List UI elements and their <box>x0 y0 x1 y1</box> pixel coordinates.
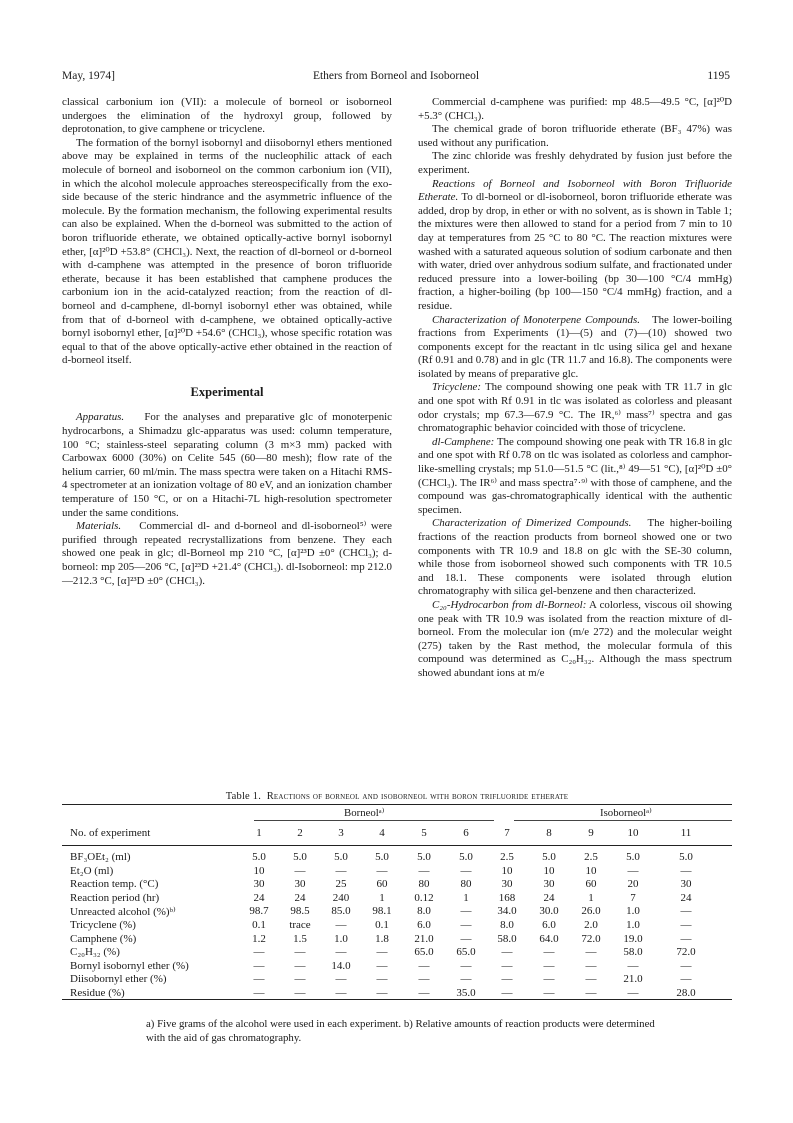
table-cell: 8.0 <box>417 905 431 918</box>
table-cell: — <box>335 919 347 931</box>
table-cell: 1.0 <box>626 905 640 918</box>
table-cell: — <box>585 987 597 999</box>
table-cell: — <box>376 864 388 877</box>
table-cell: — <box>376 973 388 986</box>
table-cell: 168 <box>498 891 516 904</box>
dimerized-paragraph <box>418 517 732 599</box>
table-cell: — <box>680 932 692 945</box>
table-cell: — <box>585 973 597 986</box>
table-footnote: a) Five grams of the alcohol were used in each experiment. b) Relative amounts of reaction products were determined with the aid of gas chromatography. <box>146 1018 655 1044</box>
materials-paragraph <box>62 520 392 588</box>
table-cell: — <box>543 987 555 999</box>
table-cell: 2.5 <box>500 851 514 863</box>
dimerized-text: The higher-boiling fractions of the reaction products from borneol showed one or two components with TR 10.9 and 18.8 on glc with the SE-30 column, while those from isoborneol showed such components with TR 10.5 and 18.1. These components were isolated through elution chromatography with silica gel-benzene and then characterized. <box>418 517 732 598</box>
column-header: 2 <box>297 827 303 839</box>
table-cell: trace <box>289 919 311 931</box>
table-row <box>62 892 732 906</box>
table-cell: 1 <box>379 891 385 904</box>
table-cell: — <box>294 959 306 972</box>
table-cell: 80 <box>418 878 430 891</box>
table-cell: — <box>335 946 347 959</box>
brace-borneol <box>254 820 494 825</box>
apparatus-paragraph <box>62 411 392 520</box>
table-cell: 1.0 <box>334 932 348 945</box>
table-cell: 0.1 <box>375 919 389 931</box>
table-cell: — <box>335 987 347 999</box>
table-cell: 5.0 <box>542 851 556 863</box>
table-top-rule <box>62 804 732 805</box>
table-cell: — <box>253 973 265 986</box>
table-row <box>62 851 732 865</box>
table-cell: 5.0 <box>626 851 640 863</box>
table-cell: 2.0 <box>584 919 598 931</box>
table-cell: — <box>376 987 388 999</box>
table-cell: — <box>335 864 347 877</box>
table-cell: — <box>627 959 639 972</box>
table-header-row <box>62 827 732 841</box>
table-cell: — <box>680 864 692 877</box>
table-cell: 24 <box>543 891 555 904</box>
table-caption-text: Reactions of borneol and isoborneol with boron trifluoride etherate <box>266 791 569 802</box>
table-cell: 6.0 <box>417 919 431 931</box>
table-cell: — <box>460 973 472 986</box>
table-row <box>62 905 732 919</box>
table-cell: — <box>627 864 639 877</box>
table-cell: 30 <box>680 878 692 891</box>
table-cell: — <box>460 864 472 877</box>
header-date: May, 1974] <box>62 70 115 82</box>
right-paragraph-camphene-purified: Commercial d-camphene was purified: mp 48.5—49.5 °C, [α]²⁰D +5.3° (CHCl₃). <box>418 96 732 122</box>
table-header-rule <box>62 845 732 846</box>
monoterpene-text: The lower-boiling fractions from Experiments (1)—(5) and (7)—(10) showed two components except for the reactant in tlc using silica gel and hexane (Rf 0.91 and 0.78) and in glc (TR 11.7 and 16.8). The components were isolated by means of preparative glc. <box>418 313 732 380</box>
table-cell: 5.0 <box>293 851 307 863</box>
table-cell: — <box>460 959 472 972</box>
table-row <box>62 919 732 933</box>
table-cell: 1.2 <box>252 932 266 945</box>
table-cell: 5.0 <box>459 851 473 863</box>
table-cell: 5.0 <box>417 851 431 863</box>
column-header: 7 <box>504 827 510 839</box>
table-cell: 24 <box>294 891 306 904</box>
table-row <box>62 865 732 879</box>
table-bottom-rule <box>62 999 732 1000</box>
table-cell: — <box>460 932 472 945</box>
table-cell: 25 <box>335 878 347 891</box>
column-header: 5 <box>421 827 427 839</box>
table-cell: — <box>460 919 472 931</box>
table-cell: — <box>294 946 306 959</box>
table-cell: 30 <box>294 878 306 891</box>
row-label: Tricyclene (%) <box>70 919 136 931</box>
table-cell: — <box>253 946 265 959</box>
table-row <box>62 973 732 987</box>
column-header: 9 <box>588 827 594 839</box>
table-cell: 80 <box>460 878 472 891</box>
c20-text: A colorless, viscous oil showing one peak with TR 10.9 was isolated from the reaction mixture of dl-borneol. From the molecular ion (m/e 272) and the molecular weight (275) taken by the Rast method, the molecular formula of this compound was determined as C₂₀H₃₂. Although the mass spectrum showed abundant ions at m/e <box>418 598 733 679</box>
monoterpene-label: Characterization of Monoterpene Compounds. <box>432 313 640 326</box>
table-cell: 1 <box>588 891 594 904</box>
table-cell: 19.0 <box>623 932 643 945</box>
table-cell: — <box>294 973 306 986</box>
table-cell: — <box>294 864 306 877</box>
table-cell: — <box>460 905 472 918</box>
c20-label: C₂₀-Hydrocarbon from dl-Borneol: <box>432 598 587 611</box>
table-cell: — <box>543 946 555 959</box>
table-cell: 1.0 <box>626 919 640 931</box>
left-paragraph-2: The formation of the bornyl isobornyl and diisobornyl ethers mentioned above may be explained in terms of the nucleophilic attack of each molecule of borneol and isoborneol on the common carbonium ion (VII), in which the alcohol molecule approaches stereospecifically from the exo-side because of the steric hindrance and the asymmetric influence of the molecule. By the formation mechanism, the following experimental results can also be explained. When the d-borneol was submitted to the action of boron trifluoride etherate, we obtained optically-active bornyl isobornyl ether, [α]²⁰D +53.8° (CHCl₃). Next, the reaction of dl-borneol or d-borneol with d-camphene was attempted in the presence of boron trifluoride etherate, because it has been established that camphene produces the carbonium ion in the acid-catalyzed reaction; from the reaction of dl-borneol and d-camphene, dl-bornyl isobornyl ether was obtained, while from that of d-borneol with d-camphene, we obtained optically-active bornyl isobornyl ether, [α]²⁰D +54.6° (CHCl₃), whose specific rotation was equal to that of the above optically-active ether obtained in the reaction of d-borneol itself. <box>62 136 392 367</box>
table-cell: 6.0 <box>542 919 556 931</box>
left-paragraph-1: classical carbonium ion (VII): a molecule of borneol or isoborneol undergoes the elimination of the hydroxyl group, followed by deprotonation, to give camphene or tricyclene. <box>62 96 392 136</box>
table-cell: — <box>680 959 692 972</box>
table-cell: 58.0 <box>497 932 517 945</box>
column-header: 8 <box>546 827 552 839</box>
table-cell: 64.0 <box>539 932 559 945</box>
table-cell: — <box>418 987 430 999</box>
table-cell: — <box>501 987 513 999</box>
row-label: Unreacted alcohol (%)ᵇ⁾ <box>70 906 176 919</box>
table-cell: — <box>253 959 265 972</box>
table-cell: 2.5 <box>584 851 598 863</box>
brace-isoborneol <box>514 820 732 825</box>
table-cell: — <box>585 959 597 972</box>
table-cell: 34.0 <box>497 905 517 918</box>
monoterpene-paragraph <box>418 314 732 382</box>
group-label-borneol: Borneolᵃ⁾ <box>344 807 385 819</box>
reactions-paragraph <box>418 178 732 314</box>
table-cell: — <box>680 905 692 918</box>
left-column <box>62 96 392 588</box>
table-cell: 5.0 <box>679 851 693 863</box>
table-row <box>62 933 732 947</box>
camphene-paragraph <box>418 436 732 518</box>
table-cell: 10 <box>501 864 513 877</box>
row-label: Reaction temp. (°C) <box>70 878 159 891</box>
dimerized-label: Characterization of Dimerized Compounds. <box>432 517 632 530</box>
column-header: 3 <box>338 827 344 839</box>
row-label: Et₂O (ml) <box>70 864 114 877</box>
table-cell: 65.0 <box>456 946 476 959</box>
table-cell: 0.12 <box>414 891 434 904</box>
right-paragraph-zinc: The zinc chloride was freshly dehydrated by fusion just before the experiment. <box>418 150 732 176</box>
table-cell: 21.0 <box>623 973 643 986</box>
table-cell: 1 <box>463 891 469 904</box>
table-cell: 10 <box>253 864 265 877</box>
reactions-text: To dl-borneol or dl-isoborneol, boron trifluoride etherate was added, drop by drop, in ether or with no solvent, as is shown in Table 1; the mixtures were then allowed to stand for a period from 7 min to 10 day at temperatures from 25 °C to 80 °C. The reaction mixtures were washed with a saturated aqueous solution of sodium carbonate and then with water, dried over anhydrous sodium sulfate, and fractionated under reduced pressure into a lower-boiling (bp 30—100 °C/4 mmHg) fraction, a higher-boiling (bp 100—150 °C/4 mmHg) fraction, and a residue. <box>418 191 732 312</box>
table-row <box>62 878 732 892</box>
table-cell: — <box>680 919 692 931</box>
table-cell: 85.0 <box>331 905 351 918</box>
tricyclene-label: Tricyclene: <box>432 381 481 394</box>
table-cell: 7 <box>630 891 636 904</box>
table-cell: 30.0 <box>539 905 559 918</box>
table-caption-prefix: Table 1. <box>225 791 262 802</box>
row-label: C₂₀H₃₂ (%) <box>70 946 120 959</box>
column-header: 10 <box>627 827 639 839</box>
materials-label: Materials. <box>76 520 122 533</box>
row-label: Reaction period (hr) <box>70 891 160 904</box>
table-cell: 30 <box>543 878 555 891</box>
table-cell: 60 <box>376 878 388 891</box>
table-cell: 98.5 <box>290 905 310 918</box>
table-cell: — <box>501 946 513 959</box>
table-cell: — <box>253 987 265 999</box>
table-cell: 28.0 <box>676 987 696 999</box>
apparatus-label: Apparatus. <box>76 411 125 424</box>
camphene-label: dl-Camphene: <box>432 435 495 448</box>
table-cell: — <box>294 987 306 999</box>
table-cell: — <box>585 946 597 959</box>
table-cell: 0.1 <box>252 919 266 931</box>
table-cell: 98.7 <box>249 905 269 918</box>
table-cell: 20 <box>627 878 639 891</box>
table-cell: 65.0 <box>414 946 434 959</box>
table-cell: 35.0 <box>456 987 476 999</box>
group-label-isoborneol: Isoborneolᵃ⁾ <box>600 807 652 819</box>
running-header <box>62 70 730 86</box>
header-label: No. of experiment <box>70 827 151 839</box>
table-cell: 14.0 <box>331 959 351 972</box>
table-cell: 1.5 <box>293 932 307 945</box>
column-header: 6 <box>463 827 469 839</box>
table-cell: — <box>418 959 430 972</box>
table-cell: — <box>543 959 555 972</box>
table-cell: 58.0 <box>623 946 643 959</box>
table-cell: 72.0 <box>676 946 696 959</box>
row-label: Diisobornyl ether (%) <box>70 973 167 986</box>
table-cell: 21.0 <box>414 932 434 945</box>
column-header: 1 <box>256 827 262 839</box>
table-cell: 24 <box>680 891 692 904</box>
materials-text: Commercial dl- and d-borneol and dl-isoborneol⁵⁾ were purified through repeated recrystallizations from benzene. They each showed one peak in glc; dl-Borneol mp 210 °C, [α]²³D ±0° (CHCl₃); d-borneol: mp 205—206 °C, [α]²³D +21.4° (CHCl₃). dl-Isoborneol: mp 212.0—212.3 °C, [α]²³D ±0° (CHCl₃). <box>62 520 392 587</box>
table-row <box>62 946 732 960</box>
table-cell: 5.0 <box>334 851 348 863</box>
header-title: Ethers from Borneol and Isoborneol <box>312 70 480 82</box>
table-cell: 1.8 <box>375 932 389 945</box>
table-cell: — <box>501 973 513 986</box>
table-caption <box>62 791 732 802</box>
table-cell: — <box>543 973 555 986</box>
row-label: BF₃OEt₂ (ml) <box>70 851 131 863</box>
table-cell: 60 <box>585 878 597 891</box>
table-cell: 10 <box>543 864 555 877</box>
right-paragraph-bf3: The chemical grade of boron trifluoride etherate (BF₃ 47%) was used without any purification. <box>418 123 732 149</box>
right-column <box>418 96 732 681</box>
column-header: 4 <box>379 827 385 839</box>
table-cell: — <box>376 946 388 959</box>
table-cell: 30 <box>253 878 265 891</box>
table-cell: 8.0 <box>500 919 514 931</box>
table-cell: — <box>376 959 388 972</box>
page-number: 1195 <box>707 70 730 82</box>
table-row <box>62 960 732 974</box>
reactions-label: Reactions of Borneol and Isoborneol with Boron Trifluoride Etherate. <box>418 177 732 204</box>
tricyclene-text: The compound showing one peak with TR 11.7 in glc and one spot with Rf 0.91 in tlc was isolated as colorless and pleasant odor crystals; mp 67.3—67.9 °C. The IR,⁶⁾ mass⁷⁾ spectra and gas chromatographic behavior coincided with those of tricyclene. <box>418 381 732 435</box>
row-label: Camphene (%) <box>70 932 137 945</box>
camphene-text: The compound showing one peak with TR 16.8 in glc and one spot with Rf 0.78 on tlc was isolated as colorless and camphor-like-smelling crystals; mp 51.0—51.5 °C (lit.,⁸⁾ 49—51 °C), [α]²⁰D ±0° (CHCl₃). The IR⁶⁾ and mass spectra⁷·⁹⁾ with those of camphene, and the compound was gas-chromatographically identical with the authentic specimen. <box>418 435 732 516</box>
section-heading-experimental: Experimental <box>190 384 264 399</box>
table-cell: — <box>680 973 692 986</box>
table-cell: 72.0 <box>581 932 601 945</box>
table-cell: 98.1 <box>372 905 392 918</box>
table-cell: 5.0 <box>375 851 389 863</box>
table-cell: 10 <box>585 864 597 877</box>
column-header: 11 <box>680 827 692 839</box>
tricyclene-paragraph <box>418 381 732 435</box>
table-cell: — <box>627 987 639 999</box>
table-cell: — <box>335 973 347 986</box>
row-label: Bornyl isobornyl ether (%) <box>70 959 189 972</box>
table-cell: 24 <box>253 891 265 904</box>
table-cell: 240 <box>332 891 350 904</box>
table-cell: 26.0 <box>581 905 601 918</box>
table-cell: — <box>501 959 513 972</box>
apparatus-text: For the analyses and preparative glc of monoterpenic hydrocarbons, a Shimadzu glc-apparatus was used: column temperature, 100 °C; stainless-steel separating column (3 m×3 mm) packed with Carbowax 6000 (30%) on Celite 545 (60—80 mesh); flow rate of the helium carrier, 60 ml/min. The mass spectra were taken on a Hitachi RMS-4 spectrometer at an ionization voltage of 80 eV, and an ionization chamber temperature of 150 °C, or on a Hitachi-7L high-resolution spectrometer under the same conditions. <box>62 411 393 519</box>
table-cell: 30 <box>501 878 513 891</box>
c20-paragraph <box>418 599 732 681</box>
table-cell: — <box>418 864 430 877</box>
row-label: Residue (%) <box>70 987 125 999</box>
table-cell: 5.0 <box>252 851 266 863</box>
table-cell: — <box>418 973 430 986</box>
